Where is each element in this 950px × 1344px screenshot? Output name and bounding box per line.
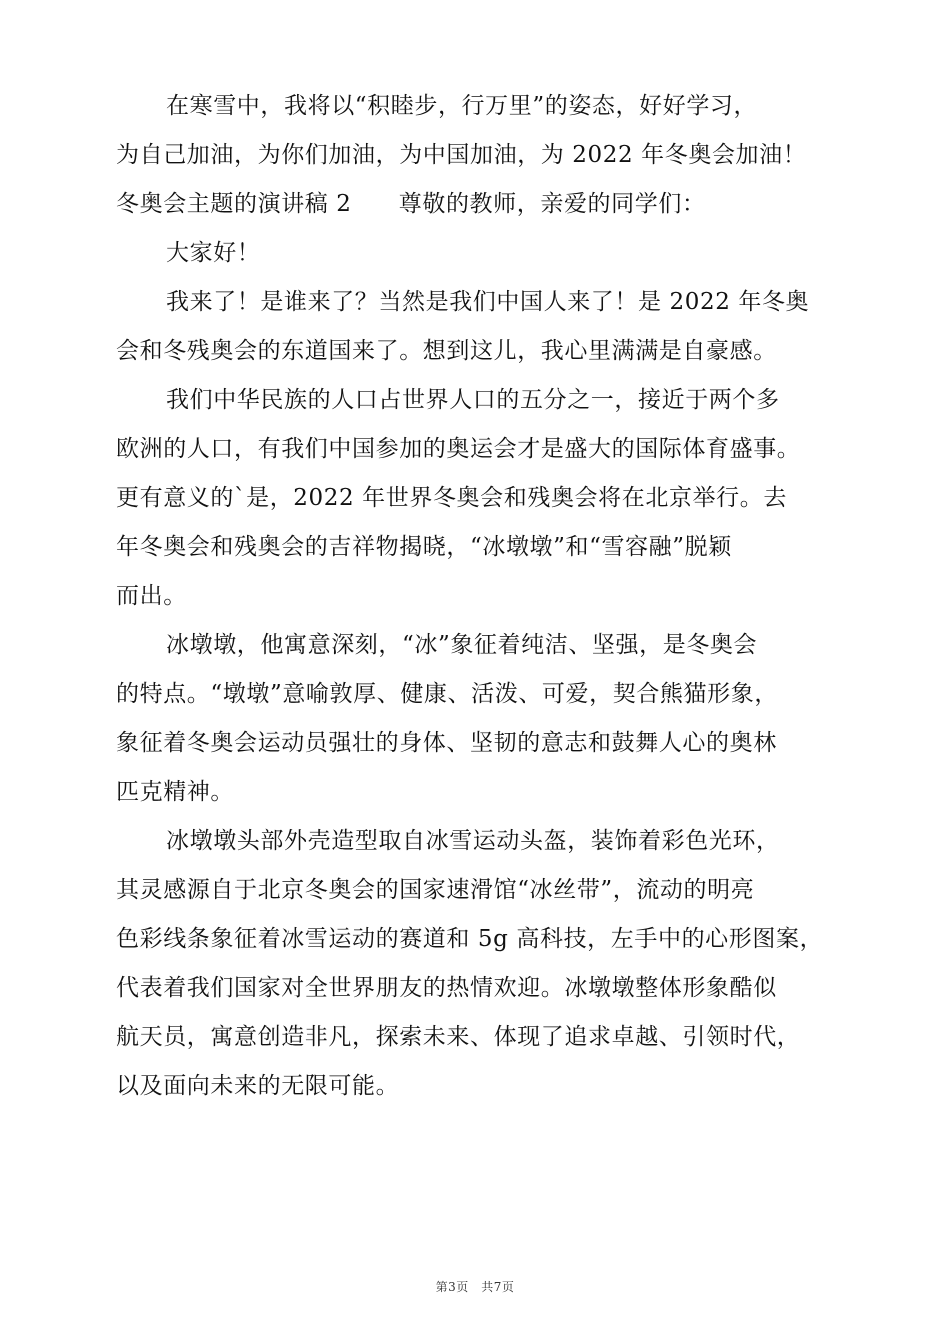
text-line: 我们中华民族的人口占世界人口的五分之一，接近于两个多 — [166, 387, 780, 413]
text-line: 冰墩墩，他寓意深刻，“冰”象征着纯洁、坚强，是冬奥会 — [166, 632, 758, 658]
text-line: 以及面向未来的无限可能。 — [116, 1073, 400, 1099]
text-line: 更有意义的`是，2022 年世界冬奥会和残奥会将在北京举行。去 — [116, 485, 787, 511]
text-line: 代表着我们国家对全世界朋友的热情欢迎。冰墩墩整体形象酷似 — [116, 975, 777, 1001]
document-body — [116, 82, 852, 1111]
page-number-footer: 第3页 共7页 — [435, 1280, 515, 1294]
text-line: 色彩线条象征着冰雪运动的赛道和 5g 高科技，左手中的心形图案， — [116, 926, 824, 952]
text-line: 年冬奥会和残奥会的吉祥物揭晓，“冰墩墩”和“雪容融”脱颖 — [116, 534, 732, 560]
text-line: 而出。 — [116, 583, 187, 609]
text-line: 航天员，寓意创造非凡，探索未来、体现了追求卓越、引领时代， — [116, 1024, 801, 1050]
text-line: 的特点。“墩墩”意喻敦厚、健康、活泼、可爱，契合熊猫形象， — [116, 681, 778, 707]
section-heading-line: 冬奥会主题的演讲稿 2 尊敬的教师，亲爱的同学们： — [116, 191, 706, 217]
text-line: 匹克精神。 — [116, 779, 234, 805]
text-line: 象征着冬奥会运动员强壮的身体、坚韧的意志和鼓舞人心的奥林 — [116, 730, 777, 756]
greeting-line: 大家好！ — [166, 240, 261, 266]
text-line: 欧洲的人口，有我们中国参加的奥运会才是盛大的国际体育盛事。 — [116, 436, 801, 462]
text-line: 为自己加油，为你们加油，为中国加油，为 2022 年冬奥会加油！ — [116, 142, 807, 168]
text-line: 我来了！是谁来了？当然是我们中国人来了！是 2022 年冬奥 — [166, 289, 810, 315]
text-line: 会和冬残奥会的东道国来了。想到这儿，我心里满满是自豪感。 — [116, 338, 777, 364]
text-line: 其灵感源自于北京冬奥会的国家速滑馆“冰丝带”，流动的明亮 — [116, 877, 755, 903]
text-line: 在寒雪中，我将以“积睦步，行万里”的姿态，好好学习， — [166, 93, 758, 119]
text-line: 冰墩墩头部外壳造型取自冰雪运动头盔，装饰着彩色光环， — [166, 828, 780, 854]
